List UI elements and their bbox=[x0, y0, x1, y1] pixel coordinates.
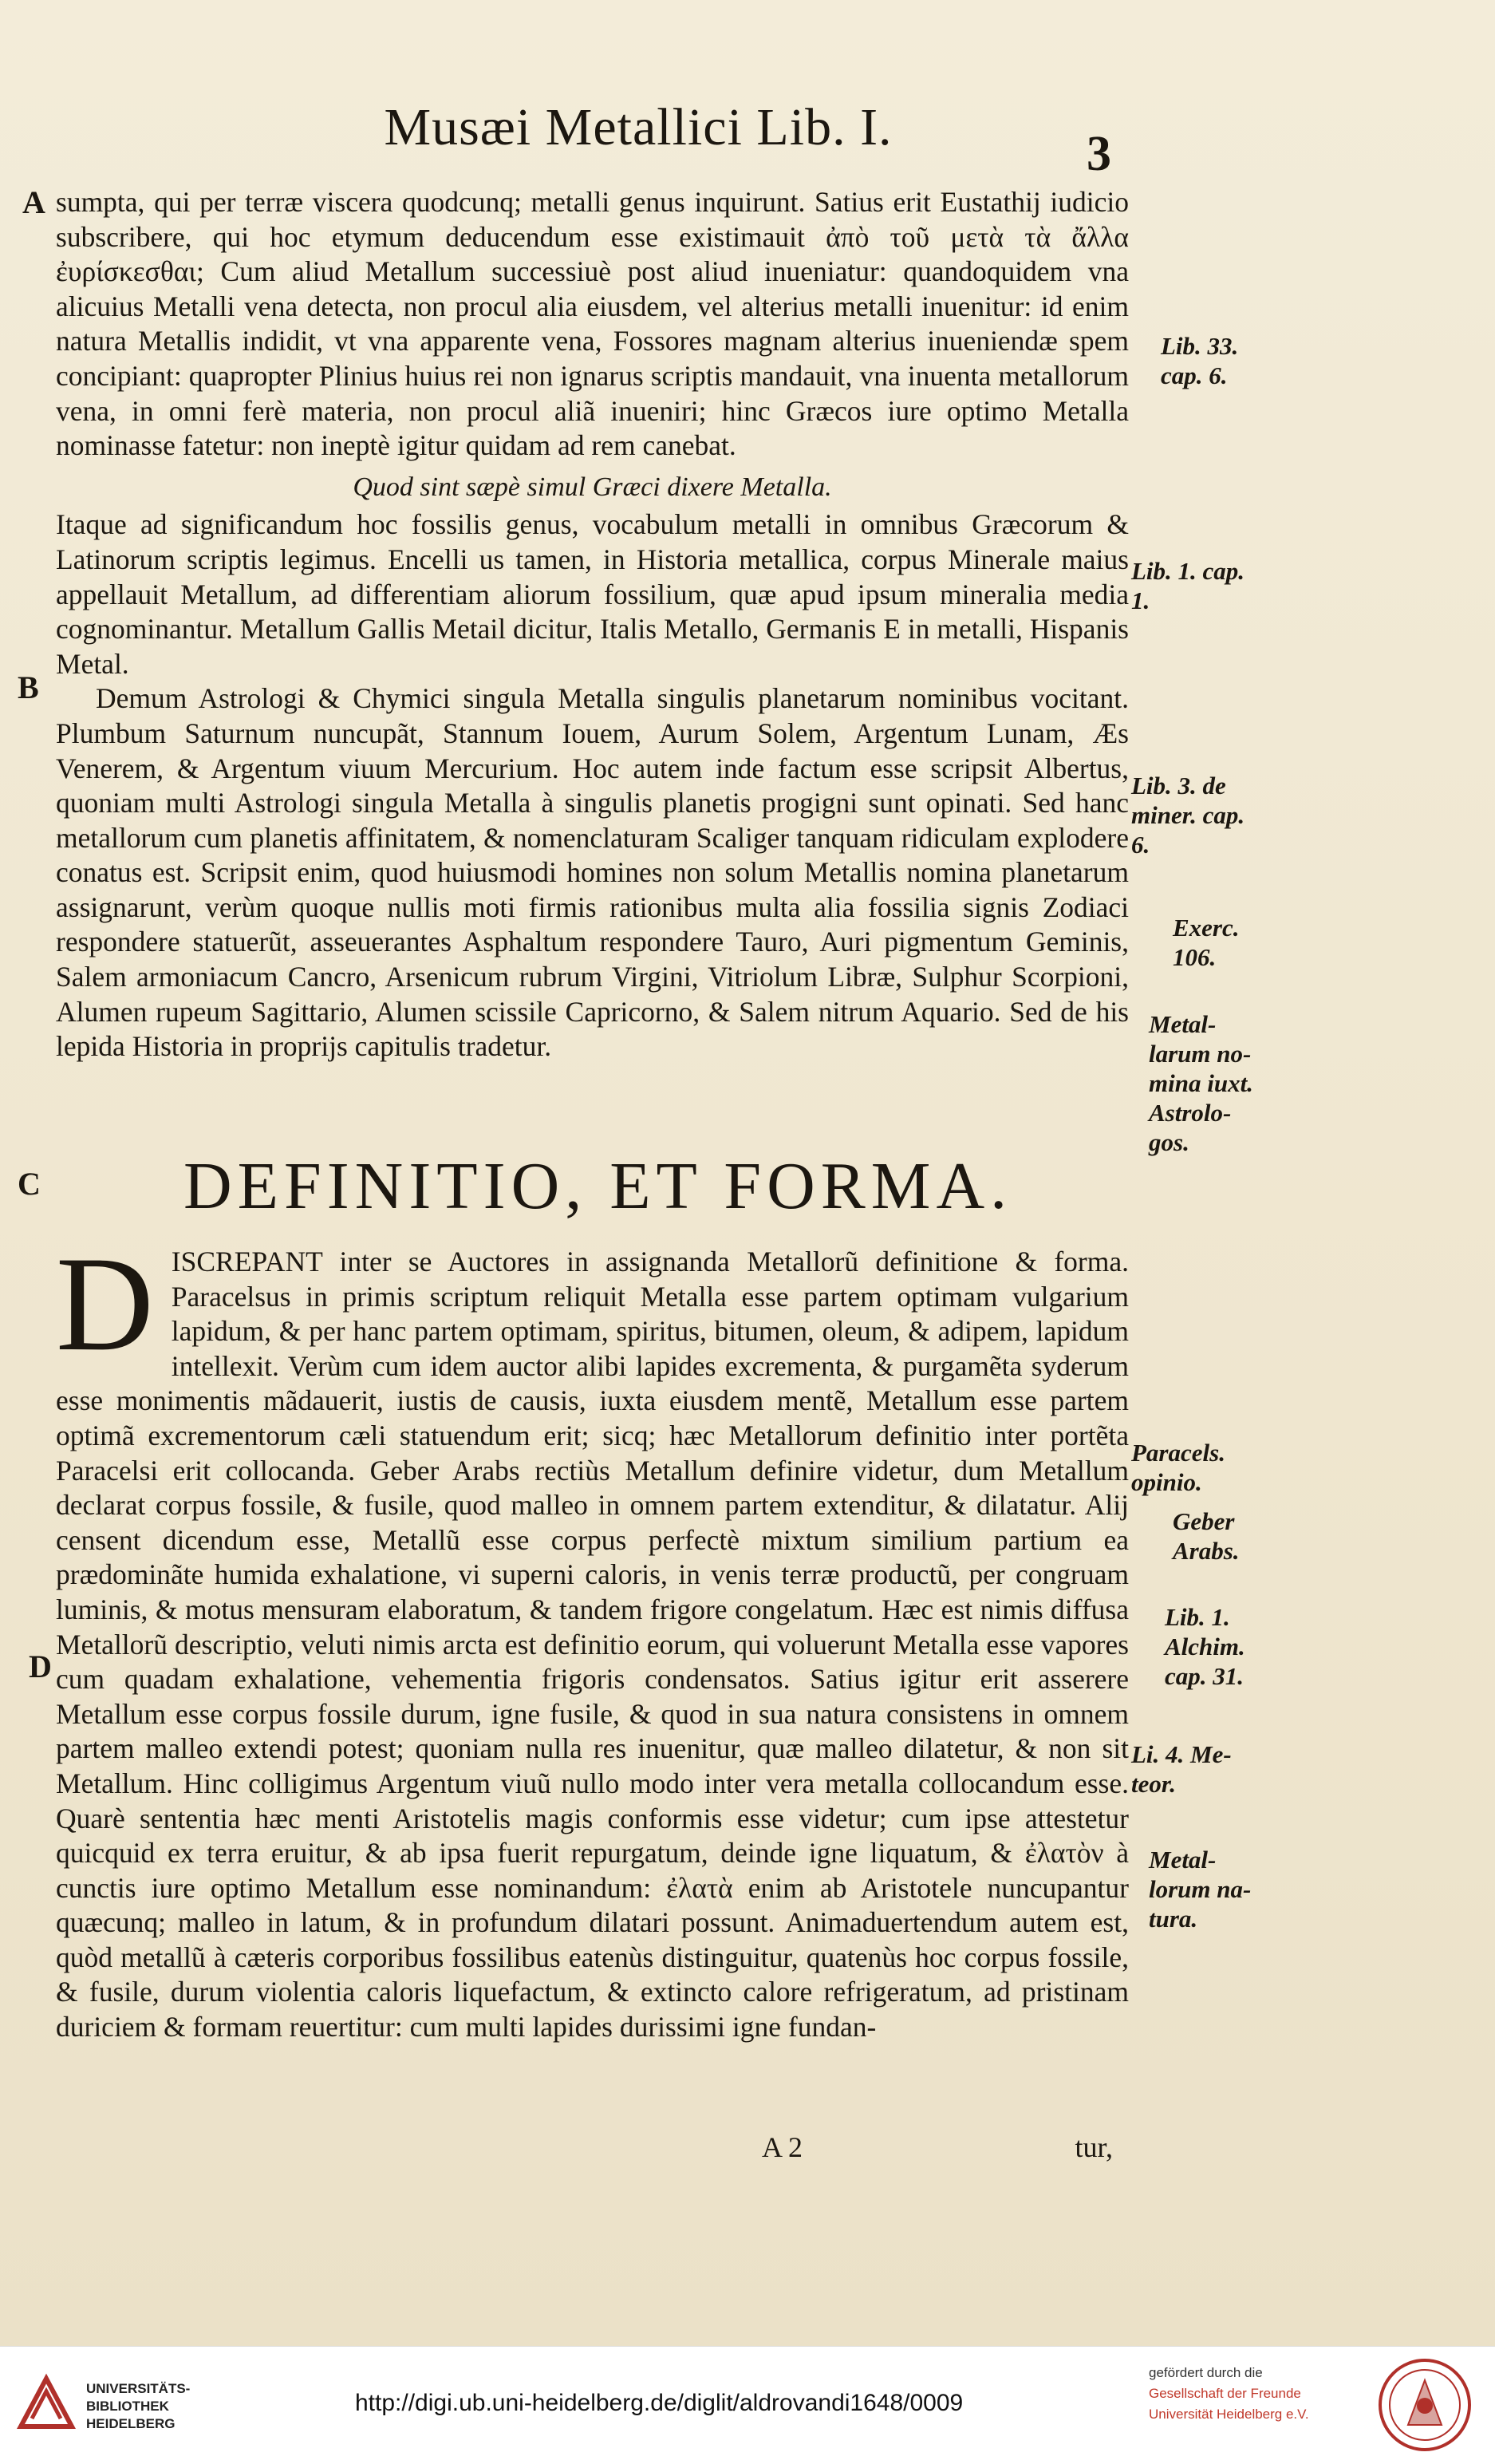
side-letter-d: D bbox=[29, 1649, 52, 1684]
drop-cap: D bbox=[56, 1229, 154, 1379]
running-head: Musæi Metallici Lib. I. bbox=[384, 98, 893, 156]
permalink-url[interactable]: http://digi.ub.uni-heidelberg.de/diglit/aldrovandi1648/0009 bbox=[355, 2390, 964, 2416]
side-letter-c: C bbox=[18, 1166, 41, 1202]
library-name[interactable]: UNIVERSITÄTS- BIBLIOTHEK HEIDELBERG bbox=[86, 2381, 191, 2431]
side-letter-b: B bbox=[18, 669, 39, 705]
university-seal-icon bbox=[1376, 2356, 1473, 2454]
margin-note-albertus: Lib. 3. de miner. cap. 6. bbox=[1131, 772, 1245, 859]
section-heading: DEFINITIO, ET FORMA. bbox=[183, 1149, 1013, 1223]
supporter-credit[interactable]: gefördert durch die Gesellschaft der Freunde Universität Heidelberg e.V. bbox=[1149, 2365, 1309, 2422]
library-logo-icon[interactable] bbox=[14, 2371, 78, 2434]
margin-note-geber: Geber Arabs. bbox=[1173, 1507, 1240, 1565]
text-block-top bbox=[56, 185, 1129, 1064]
margin-note-meteor: Li. 4. Me- teor. bbox=[1131, 1740, 1232, 1798]
margin-note-encelius: Lib. 1. cap. 1. bbox=[1131, 557, 1245, 614]
margin-note-natura: Metal- lorum na- tura. bbox=[1149, 1846, 1252, 1933]
side-letter-a: A bbox=[22, 184, 45, 220]
margin-note-plinius: Lib. 33. cap. 6. bbox=[1161, 332, 1239, 389]
text-block-definitio bbox=[56, 1229, 1129, 2045]
catchword: tur, bbox=[1075, 2131, 1113, 2163]
signature-mark: A 2 bbox=[762, 2131, 803, 2163]
paragraph-vocabulum: Itaque ad significandum hoc fossilis genus, vocabulum metalli in omnibus Græcorum & Latinorum scriptis legimus. Encelli us tamen, in Historia metallica, corpus Minerale maius appellauit Metallum, ad differentiam aliorum fossilium, quæ apud ipsum mineralia media cognominantur. Metallum Gallis Metail dicitur, Italis Metallo, Germanis E in metalli, Hispanis Metal. bbox=[56, 508, 1129, 680]
paragraph-astrologi: Demum Astrologi & Chymici singula Metalla singulis planetarum nominibus vocitant. Plumbum Saturnum nuncupãt, Stannum Iouem, Aurum Solem, Argentum Lunam, Æs Venerem, & Argentum viuum Mercurium. Hoc autem inde factum esse scripsit Albertus, quoniam multi Astrologi singula Metalla à singulis planetis progigni sunt opinati. Sed hanc metallorum cum planetis affinitatem, & nomenclaturam Scaliger tanquam ridiculam explodere conatus est. Scripsit enim, quod huiusmodi homines non solum Metallis nomina planetarum assignarunt, verùm quoque nullis moti firmis rationibus multa alia fossilia signis Zodiaci respondere statuerũt, asseuerantes Asphaltum respondere Tauro, Auri pigmentum Geminis, Salem armoniacum Cancro, Arsenicum rubrum Virgini, Vitriolum Libræ, Sulphur Scorpioni, Alumen rupeum Sagittario, Alumen scissile Capricorno, & Salem nitrum Aquario. Sed de his lepida Historia in proprijs capitulis tradetur. bbox=[56, 682, 1129, 1063]
margin-note-astrologos: Metal- larum no- mina iuxt. Astrolo- gos. bbox=[1149, 1010, 1253, 1156]
paragraph-definitio: ISCREPANT inter se Auctores in assignanda Metallorũ definitione & forma. Paracelsus in primis scriptum reliquit Metalla esse partem optimam vulgarium lapidum, & per hanc partem optimam, spiritus, bitumen, oleum, & adipem, lapidum intellexit. Verùm cum idem auctor alibi lapides excrementa, & purgamẽta syderum esse monimentis mãdauerit, iustis de causis, iuxta eiusdem mentẽ, Metallum esse partem optimã excrementorum cæli statuendum erit; sicq; hæc Metallorum definitio inter portẽta Paracelsi erit collocanda. Geber Arabs rectiùs Metallum definire videtur, dum Metallum declarat corpus fossile, & fusile, quod malleo in omnem partem extenditur, & dilatatur. Alij censent dicendum esse, Metallũ esse corpus perfectè mixtum similium partium ea prædominãte humida exhalatione, vi superni caloris, in venis terræ productũ, per congruam luminis, & motus mensuram elaboratum, & tandem frigore congelatum. Hæc est nimis diffusa Metallorũ descriptio, veluti nimis arcta est definitio eorum, qui voluerunt Metalla esse vapores cum quadam exhalatione, vehementia frigoris condensatos. Satius igitur erit asserere Metallum esse corpus fossile durum, igne fusile, & quod in sua natura consistens in omnem partem malleo extendi potest; quoniam nulla res inuenitur, quæ malleo dilatetur, & non sit Metallum. Hinc colligimus Argentum viuũ nullo modo inter vera metalla collocandum esse. Quarè sententia hæc menti Aristotelis magis conformis esse videtur; cum ipse attestetur quicquid ex terra eruitur, & ab ipsa fuerit repurgatum, deinde igne liquatum, & ἐλατὸν à cunctis iure optimo Metallum esse nominandum: ἐλατὰ enim ab Aristotele nuncupantur quæcunq; malleo in latum, & in profundum dilatari possunt. Animaduertendum autem est, quòd metallũ à cæteris corporibus fossilibus eatenùs distinguitur, quatenùs hoc corpus fossile, & fusile, durum violentia caloris liquefactum, & extincto calore refrigeratum, ad pristinam duriciem & formam reuertitur: cum multi lapides durissimi igne fundan- bbox=[56, 1246, 1129, 2043]
verse-line: Quod sint sæpè simul Græci dixere Metalla. bbox=[353, 472, 832, 502]
margin-note-alchim: Lib. 1. Alchim. cap. 31. bbox=[1165, 1603, 1245, 1690]
paragraph-etymology: sumpta, qui per terræ viscera quodcunq; metalli genus inquirunt. Satius erit Eustathij iudicio subscribere, qui hoc etymum deducendum esse existimauit ἀπὸ τοῦ μετὰ τὰ ἄλλα ἐυρίσκεσθαι; Cum aliud Metallum successiuè post aliud inueniatur: quandoquidem vna alicuius Metalli vena detecta, non procul alia eiusdem, vel alterius metalli inuenitur: id enim natura Metallis indidit, vt vna apparente vena, Fossores magnam alterius inueniendæ spem concipiant: quapropter Plinius huius rei non ignarus scriptis mandauit, vna inuenta metallorum vena, in omni ferè materia, non procul aliã inueniri; hinc Græcos iure optimo Metalla nominasse fatetur: non ineptè igitur quidam ad rem canebat. bbox=[56, 186, 1129, 462]
page-number: 3 bbox=[1087, 127, 1111, 181]
catchword-line bbox=[762, 2130, 1113, 2164]
footer-bar bbox=[0, 2346, 1495, 2464]
margin-note-scaliger: Exerc. 106. bbox=[1173, 914, 1240, 971]
margin-note-paracelsus: Paracels. opinio. bbox=[1131, 1439, 1225, 1496]
